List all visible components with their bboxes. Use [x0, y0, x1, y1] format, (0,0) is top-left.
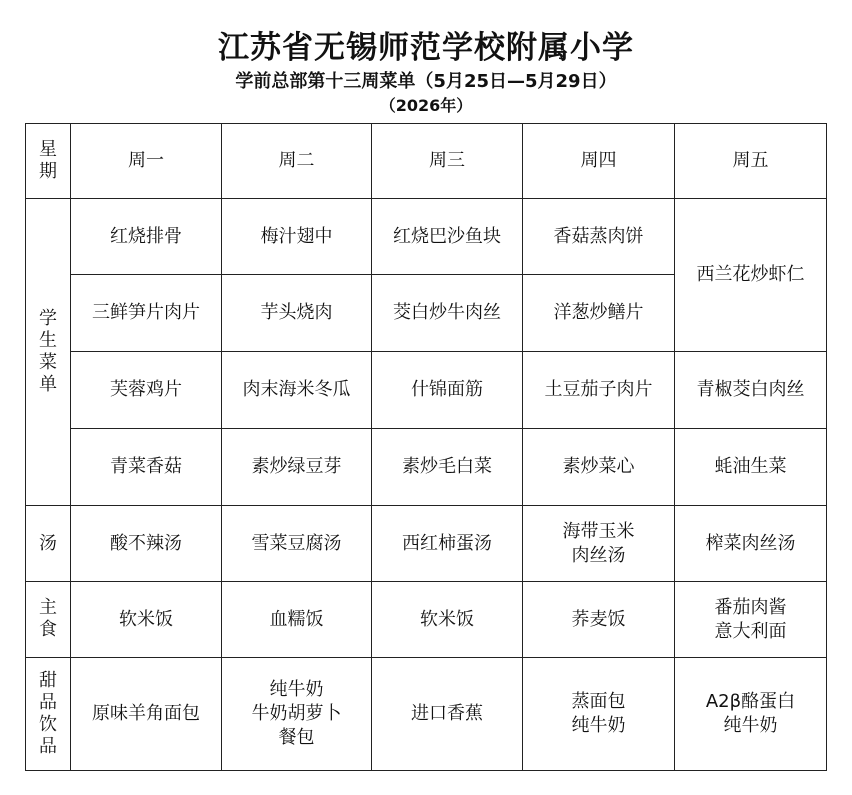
- section-label-dessert: 甜品饮品: [26, 658, 71, 771]
- dessert-cell: 蒸面包 纯牛奶: [523, 658, 675, 771]
- student-dish-row-3: [26, 352, 827, 429]
- menu-table: [25, 123, 827, 771]
- dish-cell: 三鲜笋片肉片: [71, 275, 222, 352]
- dessert-cell: 原味羊角面包: [71, 658, 222, 771]
- dish-cell: 洋葱炒鳝片: [523, 275, 675, 352]
- dish-cell: 蚝油生菜: [675, 429, 827, 506]
- day-header-mon: 周一: [71, 124, 222, 199]
- dessert-cell: 纯牛奶 牛奶胡萝卜 餐包: [222, 658, 372, 771]
- header-corner: 星期: [26, 124, 71, 199]
- dish-cell: 香菇蒸肉饼: [523, 199, 675, 275]
- dish-cell-fri-merged: 西兰花炒虾仁: [675, 199, 827, 352]
- student-dish-row-4: [26, 429, 827, 506]
- day-header-wed: 周三: [372, 124, 523, 199]
- dish-cell: 红烧排骨: [71, 199, 222, 275]
- dish-cell: 肉末海米冬瓜: [222, 352, 372, 429]
- day-header-tue: 周二: [222, 124, 372, 199]
- page-title: 江苏省无锡师范学校附属小学: [218, 30, 634, 66]
- header-row: [26, 124, 827, 199]
- soup-cell: 雪菜豆腐汤: [222, 506, 372, 582]
- staple-cell: 软米饭: [71, 582, 222, 658]
- dish-cell: 素炒绿豆芽: [222, 429, 372, 506]
- soup-row: [26, 506, 827, 582]
- dish-cell: 芙蓉鸡片: [71, 352, 222, 429]
- soup-cell: 西红柿蛋汤: [372, 506, 523, 582]
- staple-cell: 荞麦饭: [523, 582, 675, 658]
- staple-cell: 血糯饭: [222, 582, 372, 658]
- dish-cell: 梅汁翅中: [222, 199, 372, 275]
- staple-cell: 软米饭: [372, 582, 523, 658]
- dessert-cell: A2β酪蛋白 纯牛奶: [675, 658, 827, 771]
- section-label-soup: 汤: [26, 506, 71, 582]
- dessert-cell: 进口香蕉: [372, 658, 523, 771]
- staple-row: [26, 582, 827, 658]
- page-year: （2026年）: [379, 96, 473, 115]
- dish-cell: 茭白炒牛肉丝: [372, 275, 523, 352]
- dish-cell: 素炒毛白菜: [372, 429, 523, 506]
- day-header-thu: 周四: [523, 124, 675, 199]
- staple-cell: 番茄肉酱 意大利面: [675, 582, 827, 658]
- dish-cell: 土豆茄子肉片: [523, 352, 675, 429]
- dish-cell: 芋头烧肉: [222, 275, 372, 352]
- student-dish-row-1: [26, 199, 827, 275]
- soup-cell: 海带玉米 肉丝汤: [523, 506, 675, 582]
- soup-cell: 榨菜肉丝汤: [675, 506, 827, 582]
- dish-cell: 青菜香菇: [71, 429, 222, 506]
- dish-cell: 红烧巴沙鱼块: [372, 199, 523, 275]
- dish-cell: 青椒茭白肉丝: [675, 352, 827, 429]
- dish-cell: 什锦面筋: [372, 352, 523, 429]
- soup-cell: 酸不辣汤: [71, 506, 222, 582]
- section-label-student-dishes: 学生菜单: [26, 199, 71, 506]
- dish-cell: 素炒菜心: [523, 429, 675, 506]
- dessert-row: [26, 658, 827, 771]
- section-label-staple: 主食: [26, 582, 71, 658]
- day-header-fri: 周五: [675, 124, 827, 199]
- page-subtitle: 学前总部第十三周菜单（5月25日—5月29日）: [235, 71, 617, 92]
